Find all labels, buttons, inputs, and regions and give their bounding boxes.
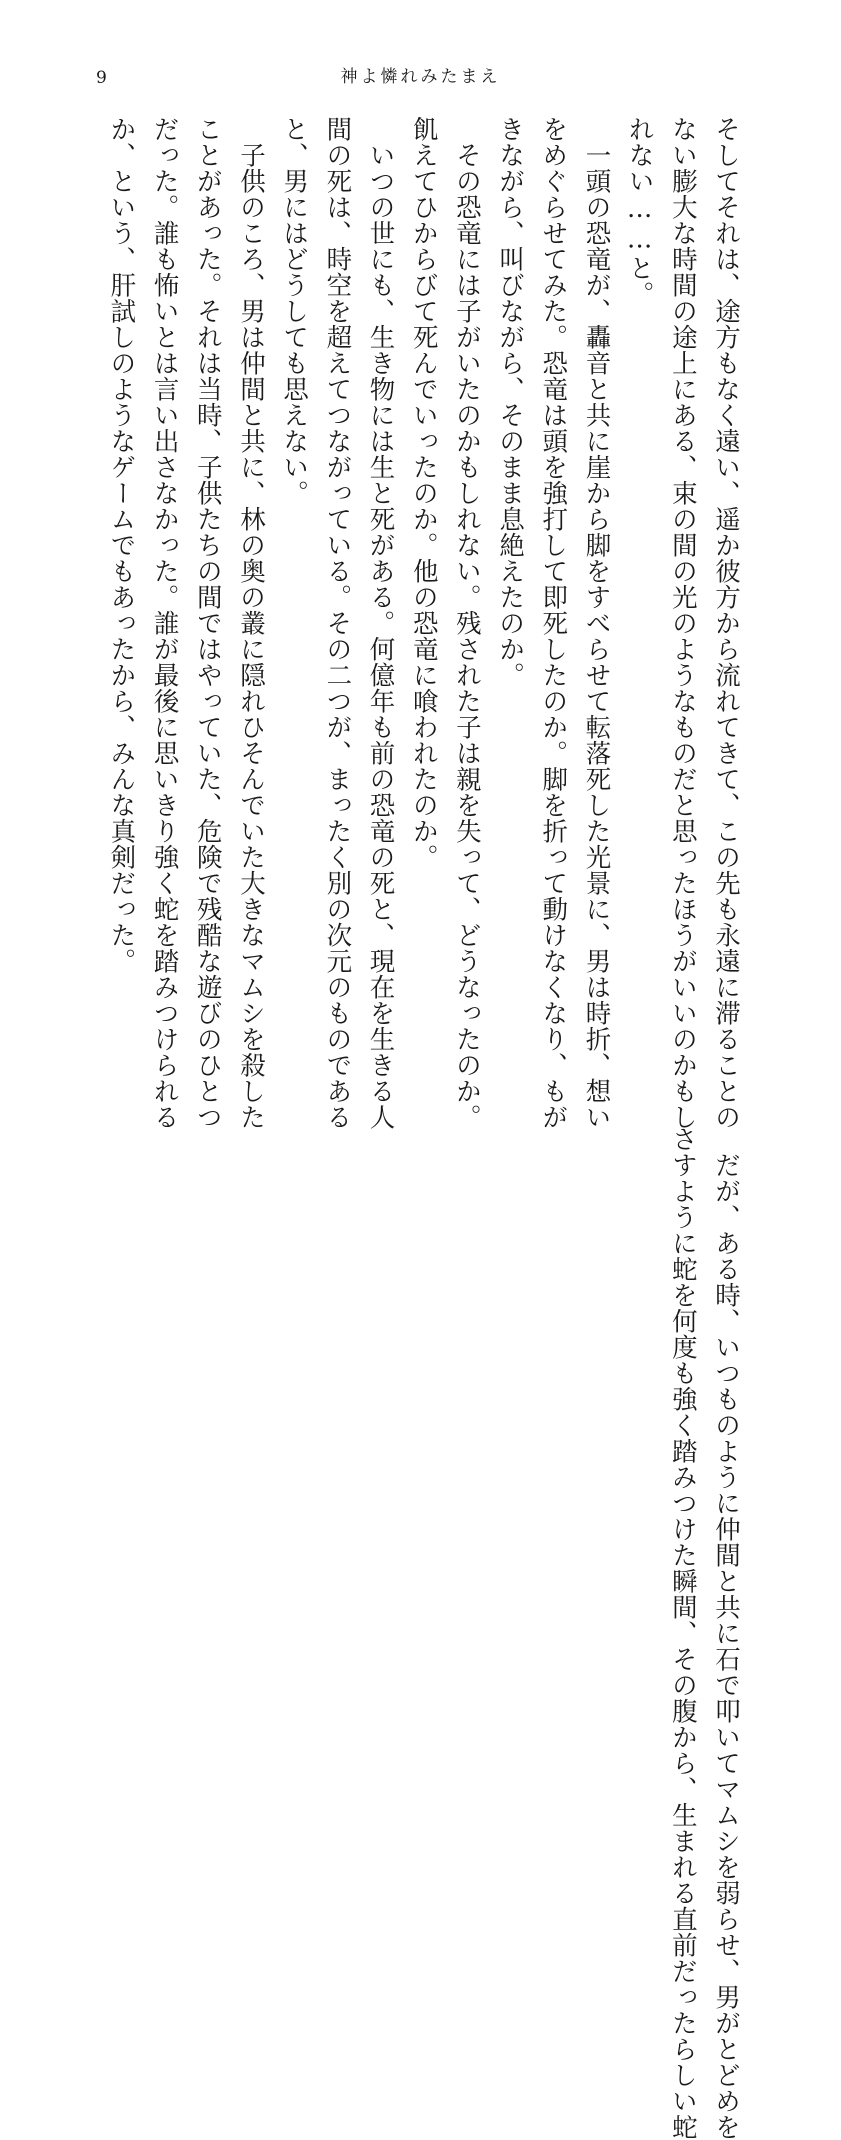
text-line: 飢えてひからびて死んでいったのか。他の恐竜に喰われたのか。: [408, 116, 439, 870]
text-line: その恐竜には子がいたのかもしれない。残された子は親を失って、どうなったのか。: [451, 116, 482, 1130]
text-line: れない……と。: [624, 116, 655, 307]
text-line: いつの世にも、生き物には生と死がある。何億年も前の恐竜の死と、現在を生きる人: [365, 116, 396, 1130]
text-line: だった。誰も怖いとは言い出さなかった。誰が最後に思いきり強く蛇を踏みつけられる: [149, 116, 180, 1130]
running-head-title: 神よ憐れみたまえ: [340, 67, 501, 87]
text-line: をめぐらせてみた。恐竜は頭を強打して即死したのか。脚を折って動けなくなり、もが: [538, 116, 569, 1130]
text-line: 間の死は、時空を超えてつながっている。その二つが、まったく別の次元のものである: [322, 116, 353, 1130]
text-line: と、男にはどうしても思えない。: [279, 116, 310, 506]
page-number: 9: [96, 68, 107, 88]
text-line: 子供のころ、男は仲間と共に、林の奥の叢に隠れひそんでいた大きなマムシを殺した: [235, 116, 266, 1130]
text-line: きながら、叫びながら、そのまま息絶えたのか。: [495, 116, 526, 688]
text-line: ことがあった。それは当時、子供たちの間ではやっていた、危険で残酷な遊びのひとつ: [192, 116, 223, 1130]
vertical-text-body: [96, 116, 746, 2140]
text-line: そしてそれは、途方もなく遠い、遥か彼方から流れてきて、この先も永遠に滞ることの: [711, 116, 741, 1130]
text-line: だが、ある時、いつものように仲間と共に石で叩いてマムシを弱らせ、男がとどめを: [711, 1126, 741, 2140]
text-line: さすように蛇を何度も強く踏みつけた瞬間、その腹から、生まれる直前だったらしい蛇: [667, 1126, 698, 2140]
text-line: か、という、肝試しのようなゲームでもあったから、みんな真剣だった。: [106, 116, 137, 974]
text-line: 一頭の恐竜が、轟音と共に崖から脚をすべらせて転落死した光景に、男は時折、想い: [581, 116, 612, 1130]
text-line: ない膨大な時間の途上にある、束の間の光のようなものだと思ったほうがいいのかもし: [667, 116, 698, 1130]
